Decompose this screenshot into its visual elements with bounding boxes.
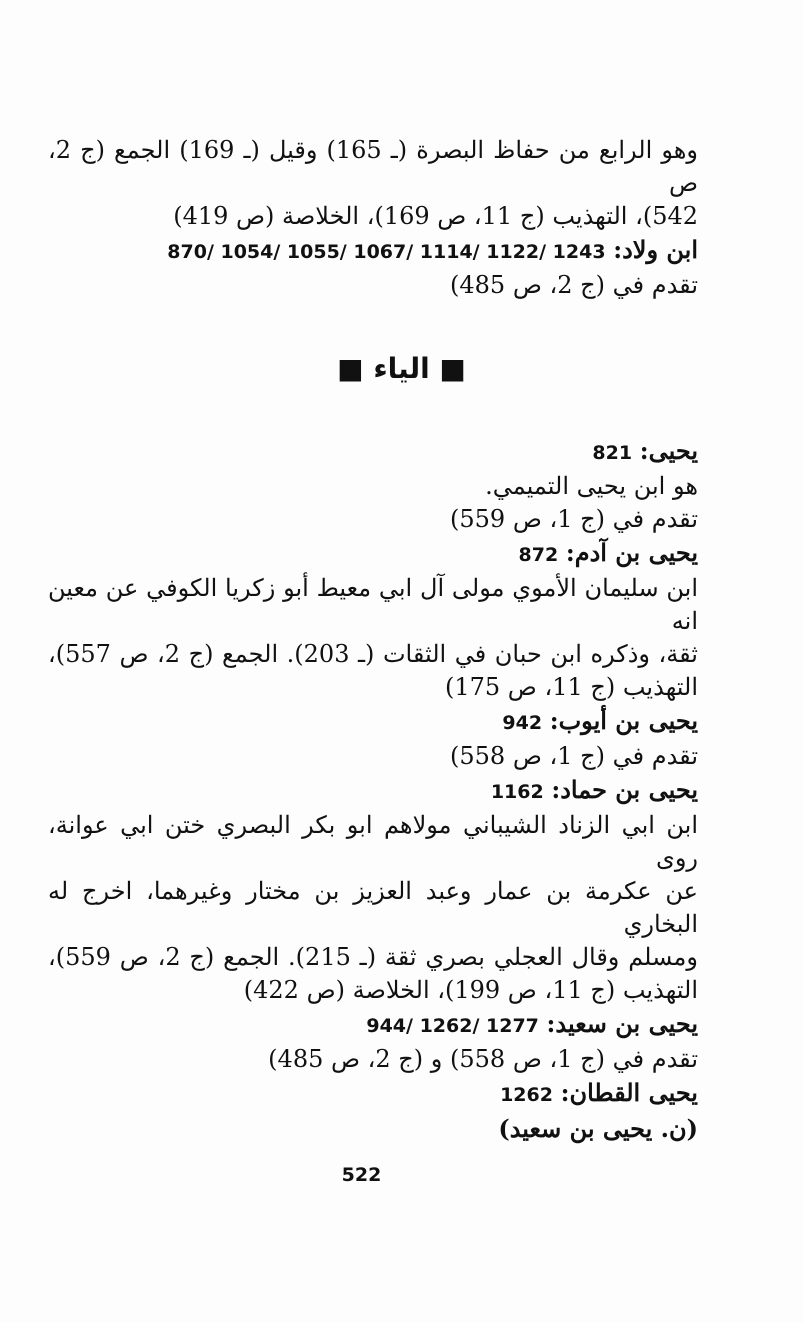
text-line: 542)، التهذيب (ج 11، ص 169)، الخلاصة (ص 419) bbox=[173, 202, 698, 230]
text-line: تقدم في (ج 2، ص 485) bbox=[450, 271, 698, 299]
entry-heading: ابن ولاد: bbox=[613, 235, 698, 264]
text-line: تقدم في (ج 1، ص 559) bbox=[450, 505, 698, 533]
text-line: (ن. يحيى بن سعيد) bbox=[498, 1114, 698, 1143]
entry-numbers: 1262 bbox=[500, 1084, 553, 1106]
entry-yahya-ibn-hammad bbox=[48, 773, 698, 809]
entry-heading: يحيى بن آدم: bbox=[565, 538, 698, 567]
continued-entry bbox=[48, 134, 698, 302]
entry-numbers: 870/ 1054/ 1055/ 1067/ 1114/ 1122/ 1243 bbox=[167, 241, 606, 263]
text-line: ابن ابي الزناد الشيباني مولاهم ابو بكر البصري ختن ابي عوانة، روى bbox=[48, 811, 698, 872]
entry-heading: يحيى بن حماد: bbox=[551, 775, 698, 804]
entries-list bbox=[48, 434, 698, 1145]
entry-yahya-ibn-saeed bbox=[48, 1007, 698, 1043]
text-line: التهذيب (ج 11، ص 175) bbox=[444, 673, 698, 701]
text-line: تقدم في (ج 1، ص 558) و (ج 2، ص 485) bbox=[268, 1045, 698, 1073]
text-line: ومسلم وقال العجلي بصري ثقة (ـ 215). الجمع (ج 2، ص 559)، bbox=[48, 943, 698, 971]
entry-ibn-wallad bbox=[48, 233, 698, 269]
entry-numbers: 821 bbox=[592, 442, 633, 464]
entry-yahya-ibn-ayyub bbox=[48, 704, 698, 740]
entry-yahya-ibn-adam bbox=[48, 536, 698, 572]
text-line: ابن سليمان الأموي مولى آل ابي معيط أبو زكريا الكوفي عن معين انه bbox=[48, 574, 698, 635]
text-line: هو ابن يحيى التميمي. bbox=[485, 472, 698, 500]
text-line: تقدم في (ج 1، ص 558) bbox=[450, 742, 698, 770]
text-line: عن عكرمة بن عمار وعبد العزيز بن مختار وغيرهما، اخرج له البخاري bbox=[48, 877, 698, 938]
entry-yahya-al-qattan bbox=[48, 1076, 698, 1112]
entry-numbers: 1162 bbox=[490, 781, 544, 803]
entry-numbers: 944/ 1262/ 1277 bbox=[366, 1015, 539, 1037]
page-number: 522 bbox=[341, 1164, 382, 1186]
entry-heading: يحيى بن أيوب: bbox=[549, 706, 698, 735]
entry-heading: يحيى: bbox=[639, 436, 698, 465]
text-line: وهو الرابع من حفاظ البصرة (ـ 165) وقيل (ـ 169) الجمع (ج 2، ص bbox=[48, 136, 698, 197]
entry-heading: يحيى بن سعيد: bbox=[546, 1009, 698, 1038]
text-line: التهذيب (ج 11، ص 199)، الخلاصة (ص 422) bbox=[243, 976, 698, 1004]
entry-numbers: 872 bbox=[518, 544, 559, 566]
entry-numbers: 942 bbox=[502, 712, 543, 734]
text-line: ثقة، وذكره ابن حبان في الثقات (ـ 203). الجمع (ج 2، ص 557)، bbox=[48, 640, 698, 668]
entry-yahya bbox=[48, 434, 698, 470]
section-title: ■ الياء ■ bbox=[337, 352, 466, 385]
entry-heading: يحيى القطان: bbox=[560, 1078, 698, 1107]
